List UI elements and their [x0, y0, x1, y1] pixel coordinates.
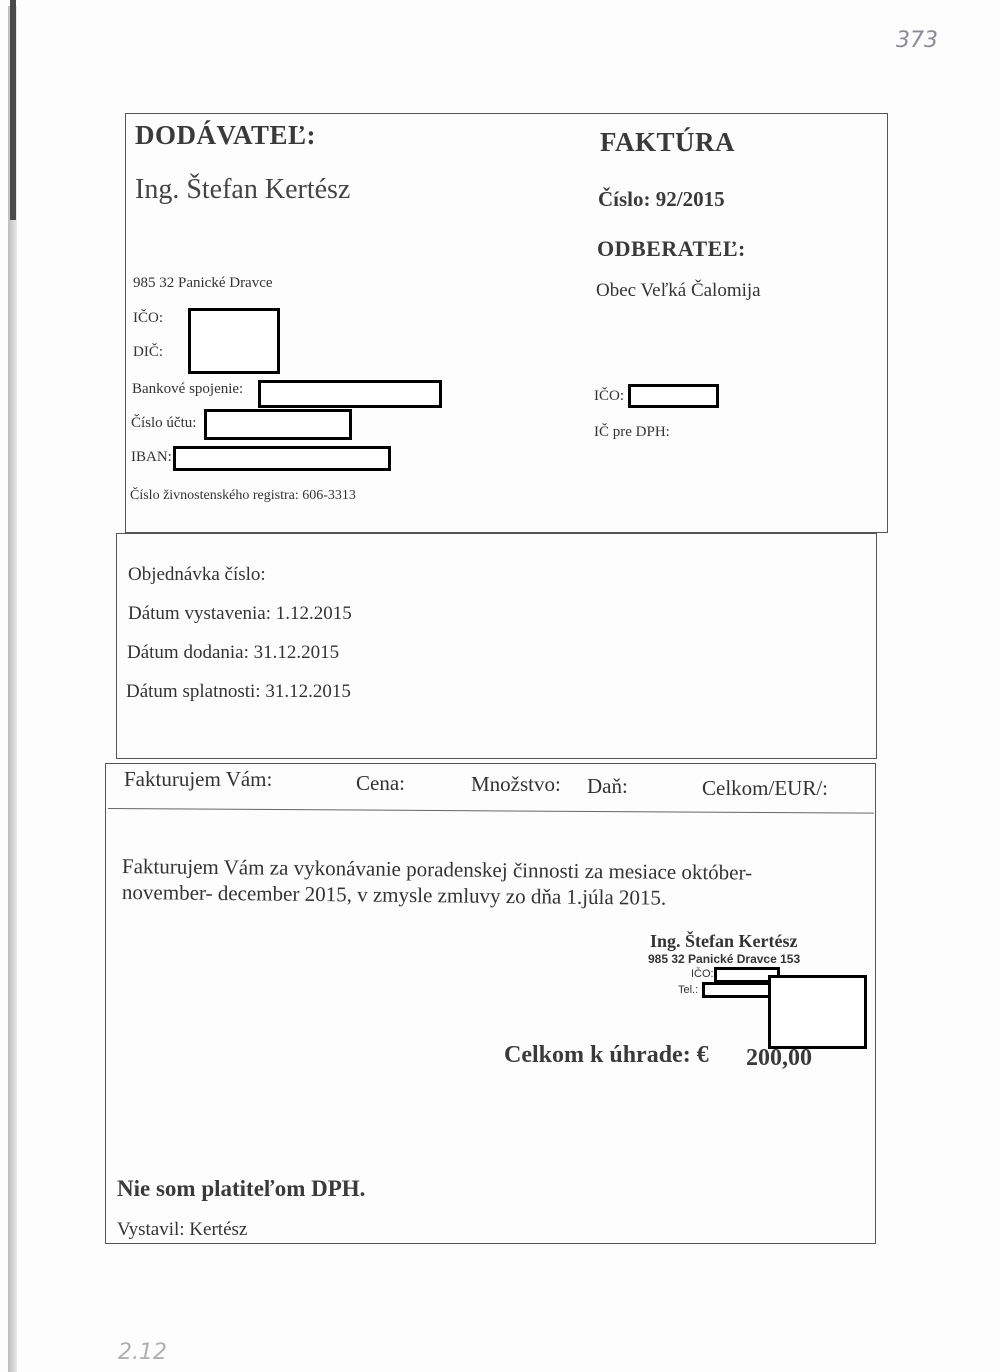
customer-name: Obec Veľká Čalomija: [596, 280, 761, 301]
supplier-ico-label: IČO:: [133, 310, 163, 326]
issued-by: Vystavil: Kertész: [117, 1219, 248, 1240]
items-section-box: [105, 763, 876, 1244]
stamp-ico-label: IČO:: [691, 968, 714, 980]
redaction-customer-ico: [628, 384, 719, 408]
redaction-account: [204, 409, 352, 440]
handwritten-note: 2.12: [118, 1340, 167, 1365]
redaction-ico-dic: [188, 308, 280, 374]
customer-vat-label: IČ pre DPH:: [594, 424, 670, 440]
stamp-address: 985 32 Panické Dravce 153: [648, 952, 801, 966]
total-amount: 200,00: [746, 1045, 812, 1071]
redaction-bank: [258, 380, 442, 408]
col-header-tax: Daň:: [587, 774, 628, 798]
supplier-dic-label: DIČ:: [133, 344, 163, 360]
description-line-1: Fakturujem Vám za vykonávanie poradenskej činnosti za mesiace október-: [121, 854, 753, 885]
invoice-title: FAKTÚRA: [600, 127, 735, 157]
invoice-number: Číslo: 92/2015: [598, 187, 725, 211]
page-number-handwritten: 373: [896, 28, 938, 53]
order-number-label: Objednávka číslo:: [128, 564, 266, 585]
due-date: Dátum splatnosti: 31.12.2015: [126, 681, 351, 702]
delivery-date: Dátum dodania: 31.12.2015: [127, 642, 340, 663]
bank-label: Bankové spojenie:: [132, 381, 244, 397]
customer-ico-label: IČO:: [594, 388, 624, 404]
supplier-address: 985 32 Panické Dravce: [133, 275, 273, 291]
supplier-name: Ing. Štefan Kertész: [135, 174, 351, 205]
issue-date: Dátum vystavenia: 1.12.2015: [128, 603, 352, 624]
registry-number: Číslo živnostenského registra: 606-3313: [130, 488, 356, 503]
col-header-total: Celkom/EUR/:: [702, 776, 828, 800]
col-header-item: Fakturujem Vám:: [124, 767, 273, 791]
redaction-signature: [768, 975, 867, 1049]
total-label: Celkom k úhrade: €: [504, 1042, 709, 1068]
col-header-quantity: Množstvo:: [471, 772, 561, 796]
stamp-tel-label: Tel.:: [678, 984, 699, 996]
supplier-heading: DODÁVATEĽ:: [135, 120, 317, 150]
description-line-2: november- december 2015, v zmysle zmluvy zo dňa 1.júla 2015.: [121, 880, 667, 910]
redaction-iban: [173, 446, 391, 471]
account-label: Číslo účtu:: [131, 415, 197, 431]
iban-label: IBAN:: [131, 449, 172, 465]
customer-heading: ODBERATEĽ:: [597, 236, 746, 261]
stamp-name: Ing. Štefan Kertész: [650, 931, 798, 951]
vat-payer-note: Nie som platiteľom DPH.: [117, 1176, 366, 1201]
scan-edge-shadow: [10, 0, 16, 220]
col-header-price: Cena:: [356, 771, 405, 795]
